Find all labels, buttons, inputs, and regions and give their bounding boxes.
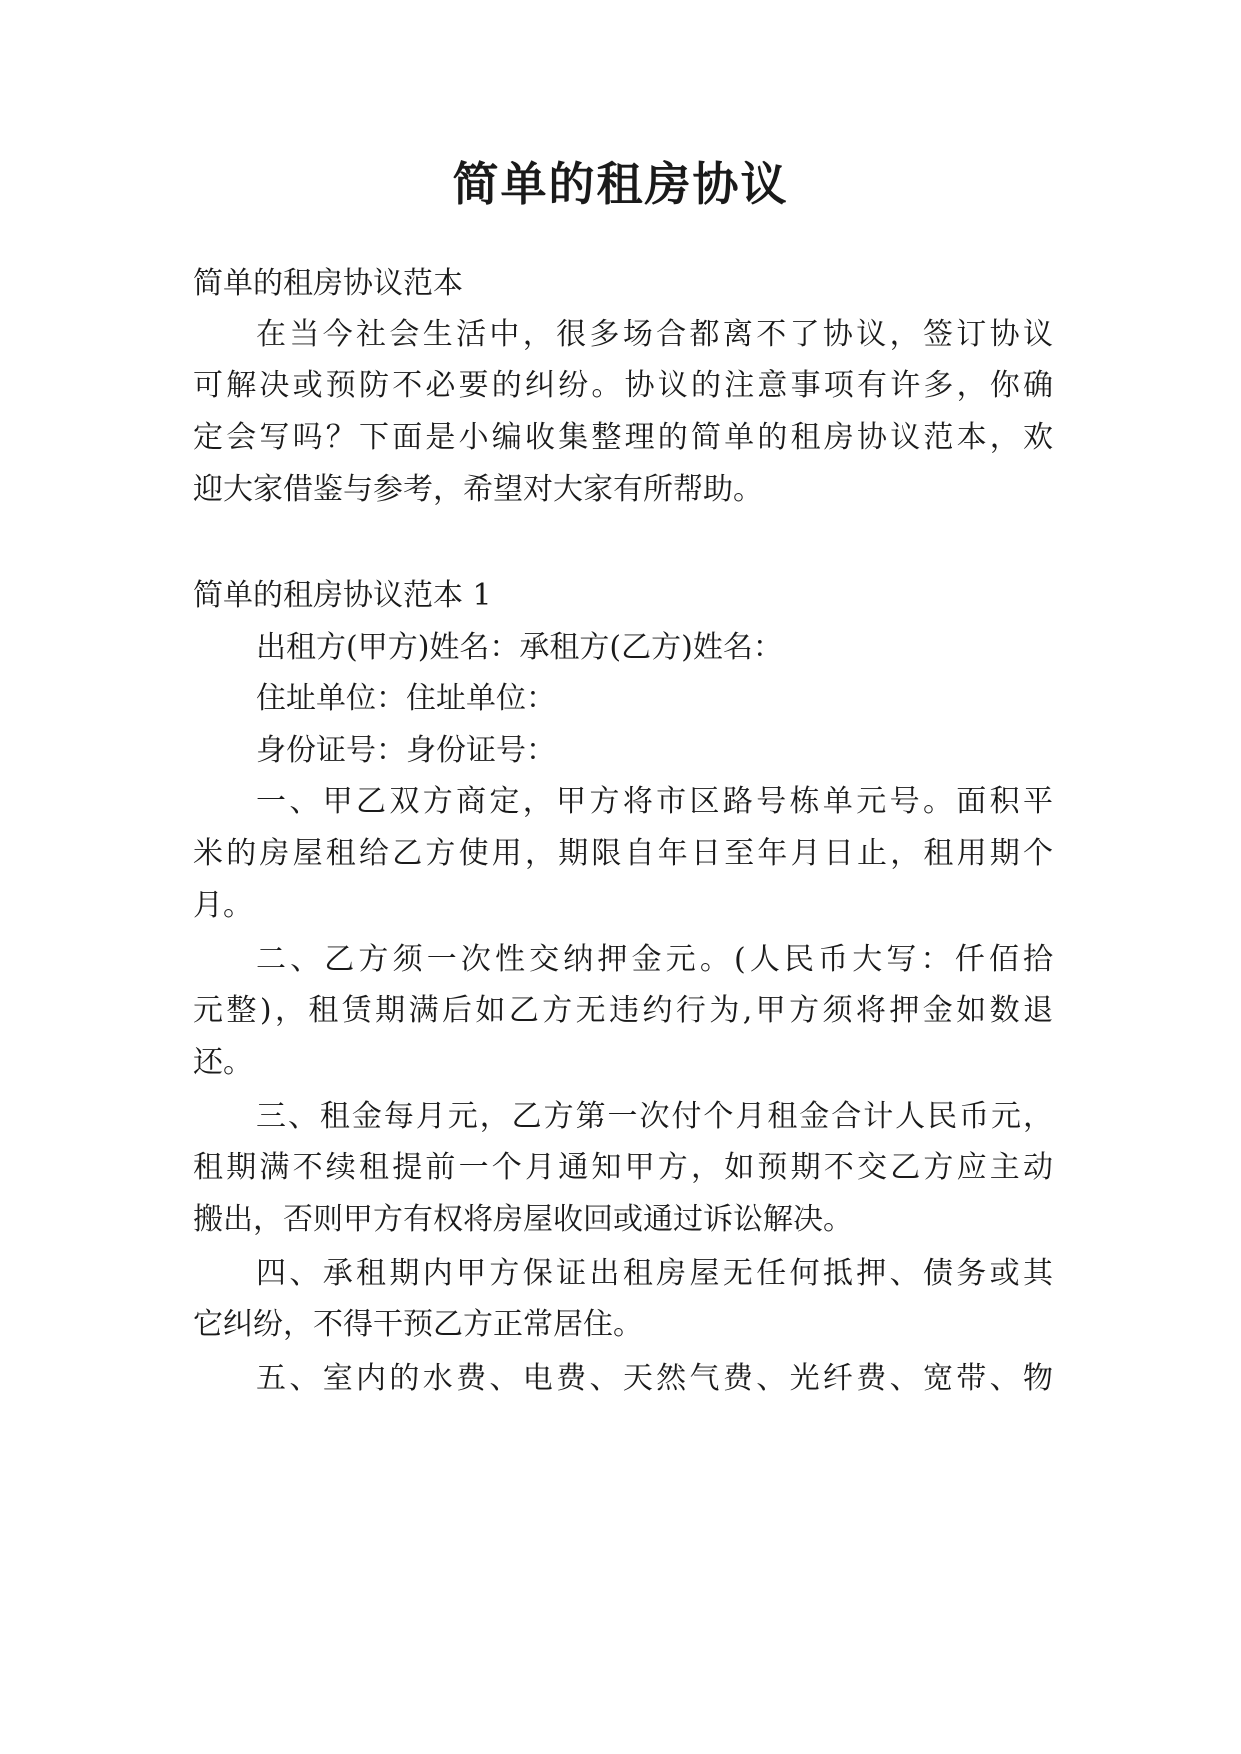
party-line: 住址单位：住址单位：	[256, 681, 556, 716]
clause-1-line: 一、甲乙双方商定，甲方将市区路号栋单元号。面积平	[256, 784, 1053, 819]
clause-3-line: 搬出，否则甲方有权将房屋收回或通过诉讼解决。	[193, 1202, 853, 1237]
party-line: 身份证号：身份证号：	[256, 733, 556, 768]
clause-2-line: 还。	[193, 1045, 253, 1080]
clause-2-line: 元整)，租赁期满后如乙方无违约行为,甲方须将押金如数退	[193, 993, 1053, 1028]
clause-3-line: 租期满不续租提前一个月通知甲方，如预期不交乙方应主动	[193, 1150, 1053, 1185]
clause-4-line: 四、承租期内甲方保证出租房屋无任何抵押、债务或其	[256, 1256, 1053, 1291]
sample1-heading: 简单的租房协议范本 1	[193, 578, 492, 613]
party-line: 出租方(甲方)姓名：承租方(乙方)姓名：	[256, 630, 783, 665]
intro-heading: 简单的租房协议范本	[193, 266, 463, 301]
intro-line: 迎大家借鉴与参考，希望对大家有所帮助。	[193, 472, 763, 507]
clause-3-line: 三、租金每月元，乙方第一次付个月租金合计人民币元，	[256, 1099, 1053, 1134]
intro-line: 在当今社会生活中，很多场合都离不了协议，签订协议	[256, 317, 1053, 352]
clause-1-line: 月。	[193, 888, 253, 923]
intro-line: 定会写吗？下面是小编收集整理的简单的租房协议范本，欢	[193, 420, 1053, 455]
clause-5-line: 五、室内的水费、电费、天然气费、光纤费、宽带、物	[256, 1361, 1053, 1396]
clause-1-line: 米的房屋租给乙方使用，期限自年日至年月日止，租用期个	[193, 836, 1053, 871]
clause-4-line: 它纠纷，不得干预乙方正常居住。	[193, 1307, 643, 1342]
document-title: 简单的租房协议	[452, 157, 789, 211]
clause-2-line: 二、乙方须一次性交纳押金元。(人民币大写：仟佰拾	[256, 942, 1053, 977]
intro-line: 可解决或预防不必要的纠纷。协议的注意事项有许多，你确	[193, 368, 1053, 403]
